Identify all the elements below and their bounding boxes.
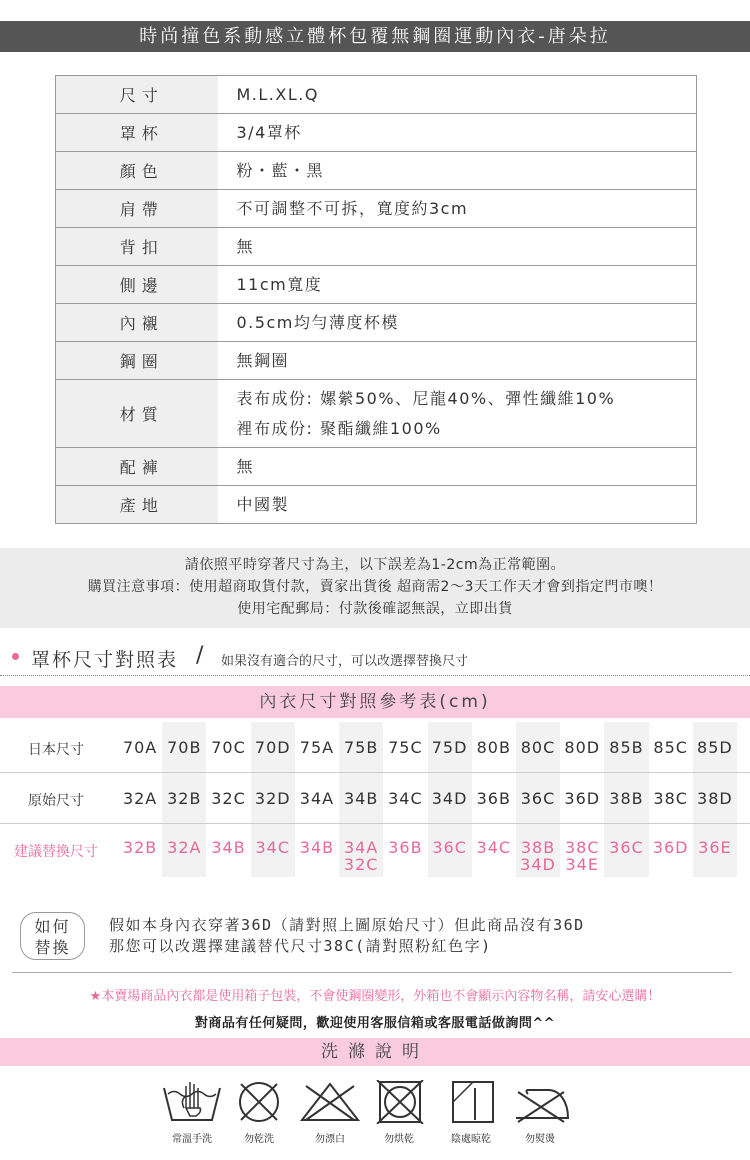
spec-key: 顏色 xyxy=(56,152,218,190)
size-cell xyxy=(560,824,604,877)
wash-label: 勿熨燙 xyxy=(525,1134,555,1145)
size-cell: 34C xyxy=(388,789,423,808)
spec-value-line: M.L.XL.Q xyxy=(236,84,319,104)
packaging-warning: ★本賣場商品內衣都是使用箱子包裝，不會使鋼圈變形，外箱也不會顯示內容物名稱，請安心選購！ xyxy=(89,989,661,1004)
spec-value-line: 無鋼圈 xyxy=(236,350,290,370)
size-cell: 38B xyxy=(604,773,648,823)
size-row-label: 日本尺寸 xyxy=(28,742,84,758)
wash-icons xyxy=(0,1080,750,1150)
spec-value xyxy=(218,342,697,380)
spec-value-line: 不可調整不可拆，寬度約3cm xyxy=(236,198,469,218)
size-row xyxy=(0,773,750,824)
size-cell: 32B xyxy=(122,838,158,857)
size-section-header xyxy=(0,642,750,676)
spec-row xyxy=(56,266,697,304)
spec-row xyxy=(56,228,697,266)
section-title: 罩杯尺寸對照表 xyxy=(31,649,179,671)
size-cell: 36D xyxy=(564,789,601,808)
spec-value-line: 無 xyxy=(236,236,255,256)
size-cell: 36B xyxy=(476,789,511,808)
size-cell: 70C xyxy=(211,738,246,757)
size-cell xyxy=(339,824,383,877)
service-note: 對商品有任何疑問，歡迎使用客服信箱或客服電話做詢問^^ xyxy=(194,1016,556,1031)
size-cell: 34B xyxy=(211,838,246,857)
size-cell: 75A xyxy=(299,738,335,757)
spec-value xyxy=(218,152,697,190)
no-iron-icon xyxy=(506,1080,574,1145)
spec-value xyxy=(218,448,697,486)
spec-value-line: 無 xyxy=(236,456,255,476)
spec-value xyxy=(218,228,697,266)
spec-value xyxy=(218,380,697,448)
size-cell: 38D xyxy=(693,773,737,823)
size-cell: 34A xyxy=(299,789,335,808)
size-cell: 70B xyxy=(162,722,206,772)
spec-row xyxy=(56,76,697,114)
size-cell: 36C xyxy=(516,773,560,823)
size-cell: 32A xyxy=(122,789,158,808)
size-cell: 80B xyxy=(476,738,511,757)
how-to-replace-badge xyxy=(20,912,85,960)
wash-heading: 洗滌說明 xyxy=(0,1038,750,1066)
spec-key: 材質 xyxy=(56,380,218,448)
size-cell: 80C xyxy=(516,722,560,772)
spec-value-line: 11cm寬度 xyxy=(236,274,323,294)
no-tumble-dry-icon xyxy=(365,1080,433,1145)
size-cell: 85C xyxy=(653,738,688,757)
size-cell: 70D xyxy=(251,722,295,772)
spec-key: 罩杯 xyxy=(56,114,218,152)
spec-row xyxy=(56,342,697,380)
size-cell-line: 38B xyxy=(520,838,556,857)
size-cell: 75D xyxy=(428,722,472,772)
spec-key: 背扣 xyxy=(56,228,218,266)
spec-value xyxy=(218,190,697,228)
size-cell: 70A xyxy=(122,738,158,757)
wash-label: 陰處晾乾 xyxy=(451,1134,491,1145)
spec-row xyxy=(56,114,697,152)
size-cell-line: 34D xyxy=(520,855,556,874)
size-table-heading: 內衣尺寸對照參考表(cm) xyxy=(0,686,750,718)
size-cell: 75B xyxy=(339,722,383,772)
divider xyxy=(12,972,732,973)
wash-label: 勿烘乾 xyxy=(384,1134,414,1145)
example-text xyxy=(109,915,585,957)
size-row xyxy=(0,722,750,773)
spec-key: 產地 xyxy=(56,486,218,524)
spec-value xyxy=(218,114,697,152)
size-cell: 36C xyxy=(428,824,472,877)
bullet-dot-icon xyxy=(12,653,19,660)
size-cell: 80D xyxy=(564,738,601,757)
size-cell: 36E xyxy=(693,824,737,877)
size-row-label: 建議替換尺寸 xyxy=(14,844,98,860)
example-line: 那您可以改選擇建議替代尺寸38C(請對照粉紅色字) xyxy=(109,937,492,955)
size-cell: 38C xyxy=(653,789,688,808)
no-dry-clean-icon xyxy=(225,1080,293,1145)
notice-line: 購買注意事項：使用超商取貨付款，賣家出貨後 超商需2～3天工作天才會到指定門市噢！ xyxy=(87,579,663,595)
size-cell: 85D xyxy=(693,722,737,772)
size-cell: 36D xyxy=(652,838,689,857)
spec-key: 鋼圈 xyxy=(56,342,218,380)
size-cell: 75C xyxy=(388,738,423,757)
spec-value-line: 0.5cm均勻薄度杯模 xyxy=(236,312,399,332)
spec-value-line: 粉・藍・黑 xyxy=(236,160,325,180)
spec-key: 尺寸 xyxy=(56,76,218,114)
size-cell: 34C xyxy=(476,838,512,857)
section-subtitle: 如果沒有適合的尺寸，可以改選擇替換尺寸 xyxy=(221,654,469,669)
size-cell: 32D xyxy=(251,773,295,823)
spec-value xyxy=(218,266,697,304)
spec-table xyxy=(55,75,697,524)
size-cell: 34C xyxy=(251,824,295,877)
purchase-notice xyxy=(0,548,750,628)
size-cell-line: 34E xyxy=(565,855,599,874)
size-row xyxy=(0,824,750,877)
spec-row xyxy=(56,152,697,190)
spec-key: 肩帶 xyxy=(56,190,218,228)
size-cell: 34B xyxy=(299,838,335,857)
spec-value xyxy=(218,76,697,114)
hand-wash-icon xyxy=(158,1080,226,1145)
notice-line: 使用宅配郵局：付款後確認無誤，立即出貨 xyxy=(237,601,513,617)
size-comparison-table xyxy=(0,722,750,877)
spec-key: 配褲 xyxy=(56,448,218,486)
spec-value-line: 中國製 xyxy=(236,494,290,514)
spec-row xyxy=(56,486,697,524)
spec-value-line: 裡布成份: 聚酯纖維100% xyxy=(236,418,442,438)
size-cell: 34B xyxy=(339,773,383,823)
badge-line: 如何 xyxy=(34,917,71,936)
size-cell-line: 34A xyxy=(344,838,379,857)
size-cell xyxy=(516,824,560,877)
spec-value-line: 表布成份: 嫘縈50%、尼龍40%、彈性纖維10% xyxy=(236,388,616,408)
spec-row xyxy=(56,190,697,228)
spec-value-line: 3/4罩杯 xyxy=(236,122,302,142)
size-cell-line: 38C xyxy=(564,838,600,857)
spec-row xyxy=(56,448,697,486)
size-cell: 36C xyxy=(604,824,648,877)
wash-label: 勿漂白 xyxy=(315,1134,345,1145)
example-line: 假如本身內衣穿著36D（請對照上圖原始尺寸）但此商品沒有36D xyxy=(109,916,585,934)
spec-value xyxy=(218,486,697,524)
wash-label: 勿乾洗 xyxy=(244,1134,274,1145)
size-cell: 85B xyxy=(604,722,648,772)
size-cell: 32C xyxy=(211,789,246,808)
size-cell-line: 32C xyxy=(343,855,379,874)
spec-row xyxy=(56,380,697,448)
spec-key: 側邊 xyxy=(56,266,218,304)
no-bleach-icon xyxy=(296,1080,364,1145)
notice-line: 請依照平時穿著尺寸為主，以下誤差為1-2cm為正常範圍。 xyxy=(184,557,566,573)
replacement-example xyxy=(20,912,740,972)
size-row-label: 原始尺寸 xyxy=(28,793,84,809)
badge-line: 替換 xyxy=(34,938,71,957)
size-cell: 36B xyxy=(388,838,423,857)
page-title: 時尚撞色系動感立體杯包覆無鋼圈運動內衣-唐朵拉 xyxy=(0,21,750,52)
size-cell: 32A xyxy=(162,824,206,877)
spec-key: 內襯 xyxy=(56,304,218,342)
spec-row xyxy=(56,304,697,342)
shade-dry-icon xyxy=(437,1080,505,1145)
wash-label: 常溫手洗 xyxy=(172,1134,212,1145)
size-cell: 34D xyxy=(428,773,472,823)
section-divider: / xyxy=(196,643,204,668)
spec-value xyxy=(218,304,697,342)
size-cell: 32B xyxy=(162,773,206,823)
